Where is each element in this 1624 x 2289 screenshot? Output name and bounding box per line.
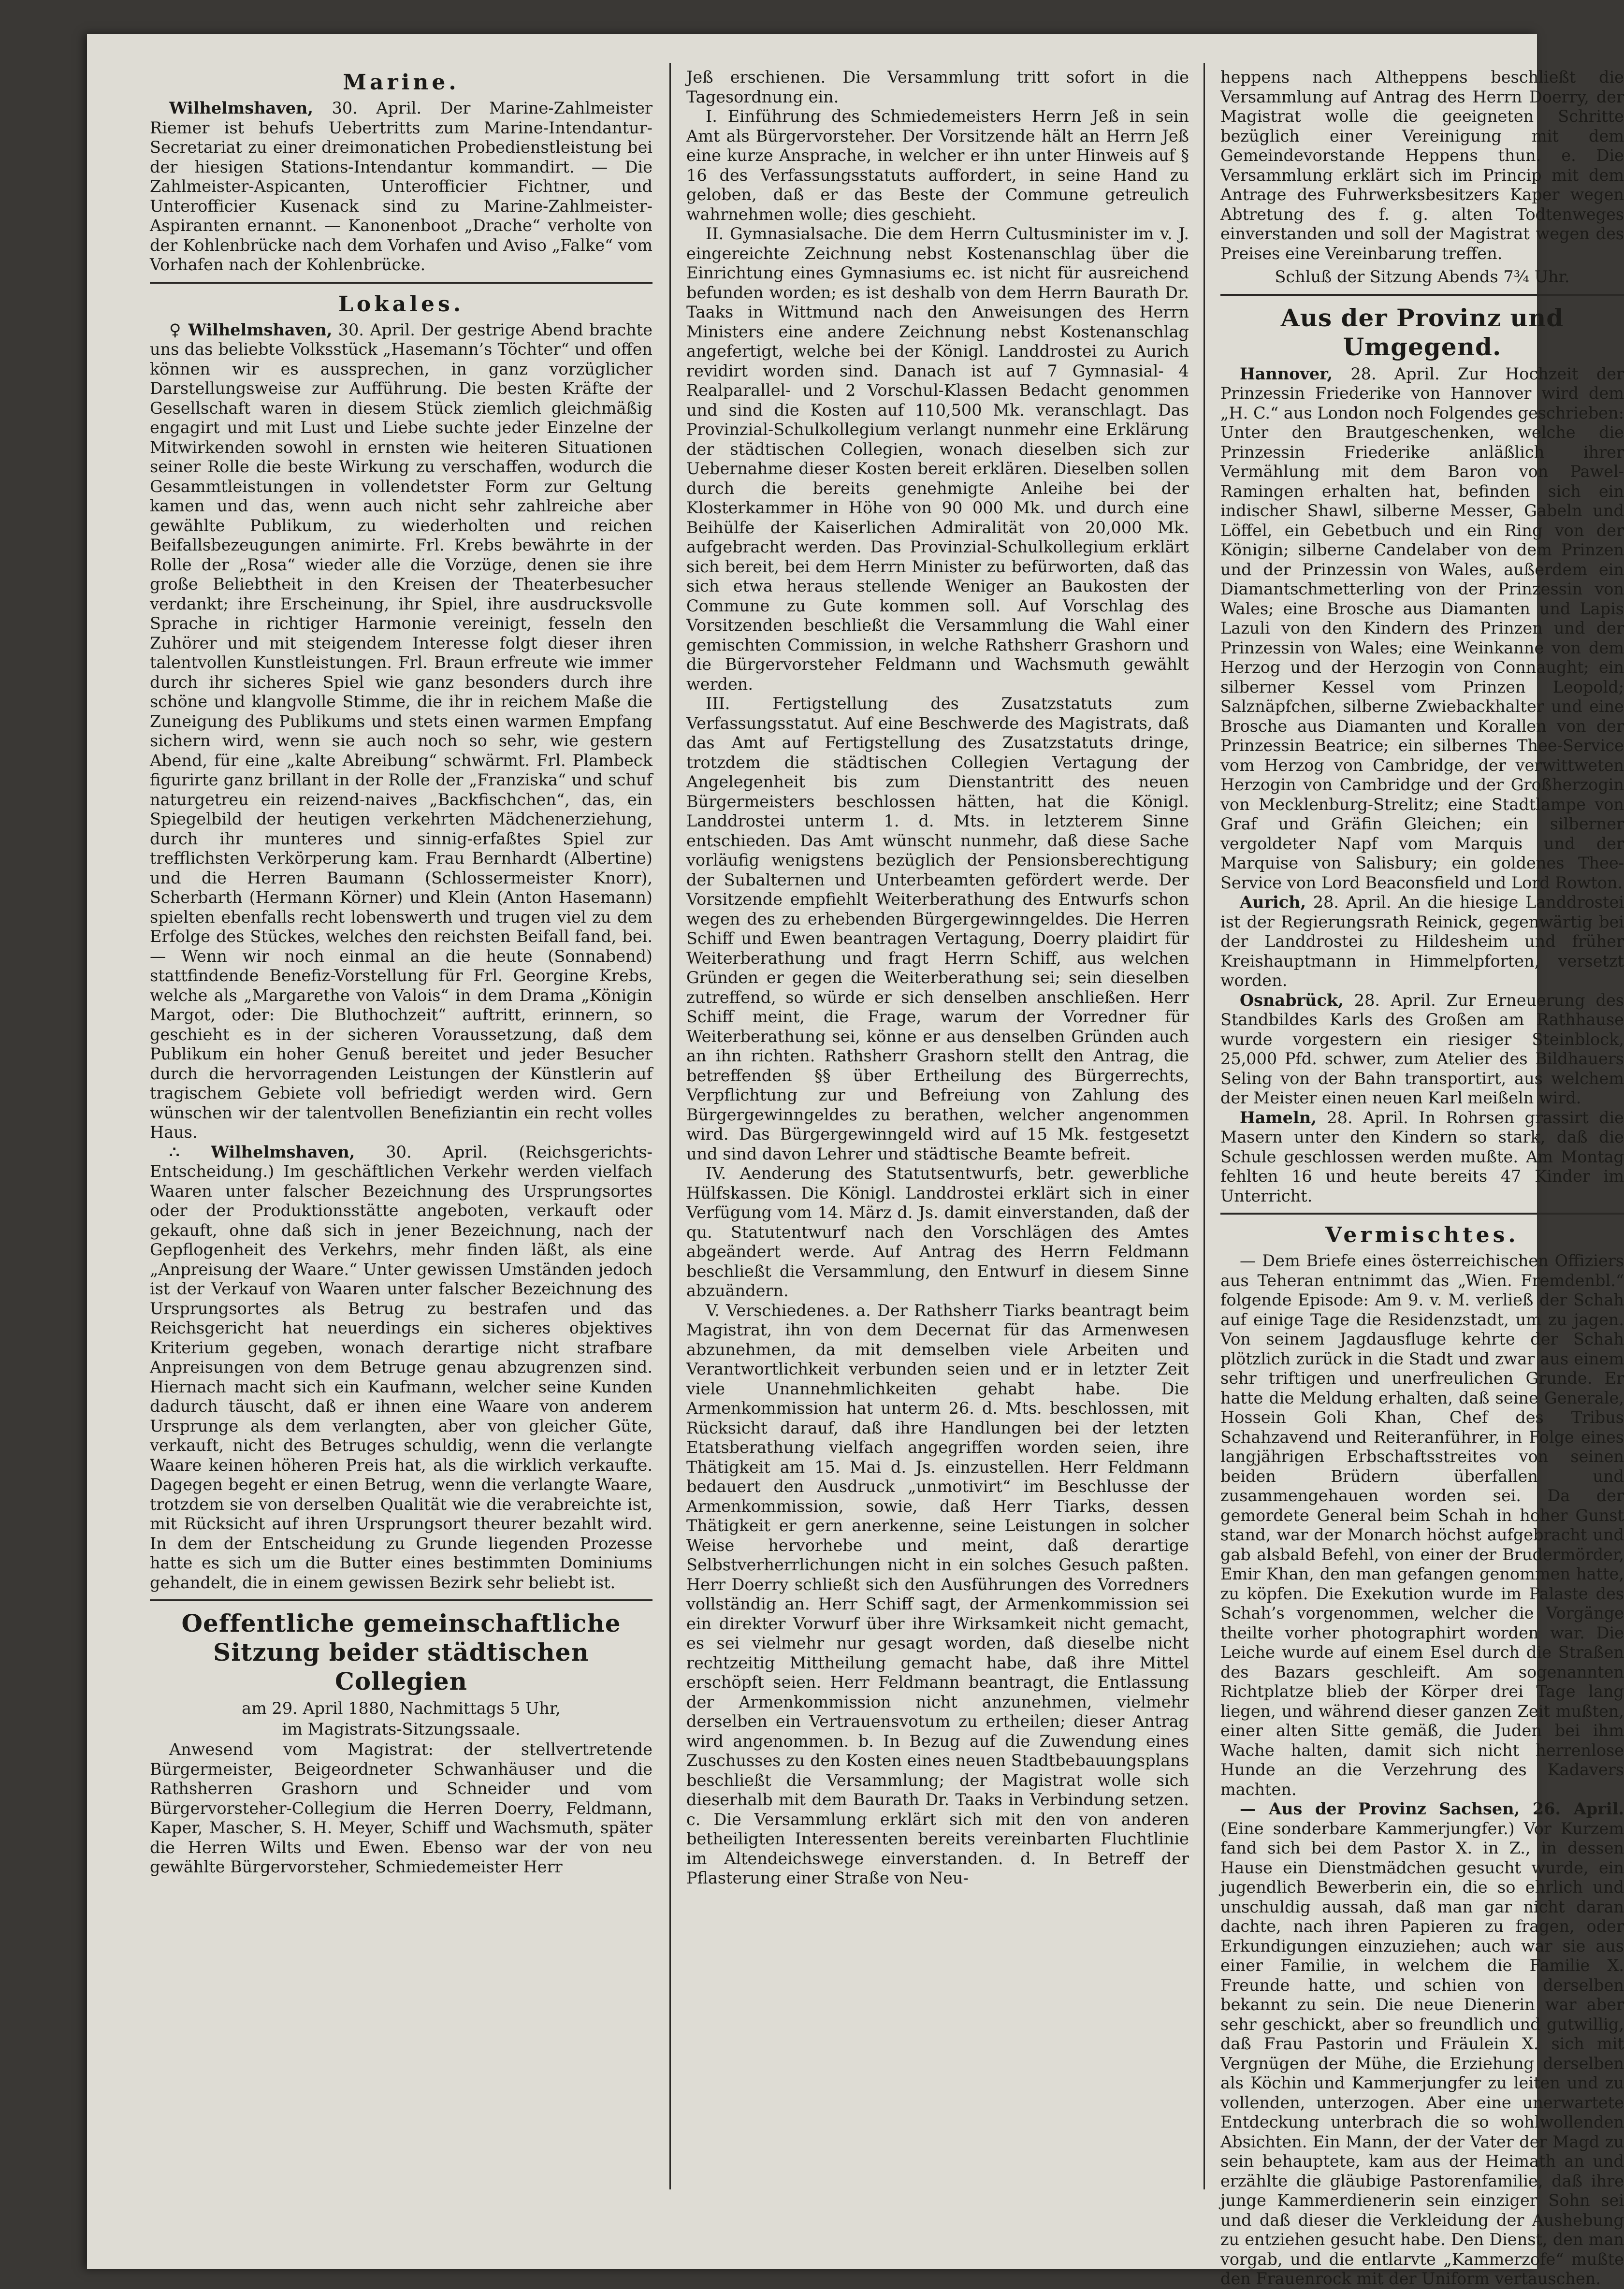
- dateline: Osnabrück,: [1240, 990, 1344, 1010]
- agenda-item-4: IV. Aenderung des Statutsentwurfs, betr. gewerbliche Hülfskassen. Die Königl. Landdrostei erklärt sich in einer Verfügung vom 14. März d. Js. damit einverstanden, daß der qu. Statutentwurf nach den Vorschlägen des Amtes abgeändert werde. Auf Antrag des Herrn Feldmann beschließt die Versammlung, den Entwurf in diesem Sinne abzuändern.: [686, 1164, 1189, 1300]
- dateline: ♀ Wilhelmshaven,: [169, 320, 333, 339]
- article-teheran: — Dem Briefe eines österreichischen Offiziers aus Teheran entnimmt das „Wien. Fremdenbl.“ folgende Episode: Am 9. v. M. verließ der Schah auf einige Tage die Residenzstadt, um zu jagen. Von seinem Jagdausfluge kehrte der Schah plötzlich zurück in die Stadt und zwar aus einem sehr triftigen und unerfreulichen Grunde. Er hatte die Meldung erhalten, daß seine Generale, Hossein Goli Khan, Chef des Tribus Schahzavend und Reiteranführer, in Folge eines langjährigen Erbschaftsstreites von seinen beiden Brüdern überfallen und zusammengehauen worden sei. Da der gemordete General beim Schah in hoher Gunst stand, war der Monarch höchst aufgebracht und gab alsbald Befehl, von einer der Brudermörder, Emir Khan, den man gefangen genommen hatte, zu köpfen. Die Exekution wurde im Palaste des Schah’s vorgenommen, welcher die Vorgänge theilte vorher photographirt worden war. Die Leiche wurde auf einem Esel durch die Straßen des Bazars geschleift. Am sogenannten Richtplatze blieb der Körper drei Tage lang liegen, und während dieser ganzen Zeit mußten, einer alten Sitte gemäß, die Juden bei ihm Wache halten, damit sich nicht herrenlose Hunde an die Verzehrung des Kadavers machten.: [1220, 1251, 1624, 1799]
- article-hannover: Hannover, 28. April. Zur Hochzeit der Prinzessin Friederike von Hannover wird dem „H. C.“ aus London noch Folgendes geschrieben: Unter den Brautgeschenken, welche die Prinzessin Friederike anläßlich ihrer Vermählung mit dem Baron von Pawel-Ramingen erhalten hat, befinden sich ein indischer Shawl, silberne Messer, Gabeln und Löffel, ein Gebetbuch und ein Ring von der Königin; silberne Candelaber von dem Prinzen und der Prinzessin von Wales, außerdem ein Diamantschmetterling von der Prinzessin von Wales; eine Brosche aus Diamanten und Lapis Lazuli von den Kindern des Prinzen und der Prinzessin von Wales; eine Weinkanne von dem Herzog und der Herzogin von Connaught; ein silberner Kessel vom Prinzen Leopold; Salznäpfchen, silberne Zwiebackhalter und eine Brosche aus Diamanten und Korallen von der Prinzessin Beatrice; ein silbernes Thee-Service vom Herzog von Cambridge, der verwittweten Herzogin von Cambridge und der Großherzogin von Mecklenburg-Strelitz; eine Stadtlampe von Graf und Gräfin Gleichen; ein silberner vergoldeter Napf vom Marquis und der Marquise von Salisbury; ein goldenes Thee-Service von Lord Beaconsfield und Lord Rowton.: [1220, 364, 1624, 892]
- section-heading-marine: Marine.: [343, 70, 460, 95]
- column-right: [1220, 68, 1624, 2288]
- column-middle: [686, 68, 1189, 2223]
- article-marine: Wilhelmshaven, 30. April. Der Marine-Zahlmeister Riemer ist behufs Uebertritts zum Marine-Intendantur-Secretariat zu einer dreimonatichen Probedienstleistung bei der hiesigen Stations-Intendantur kommandirt. — Die Zahlmeister-Aspicanten, Unterofficier Fichtner, und Unterofficier Kusenack sind zu Marine-Zahlmeister-Aspiranten ernannt. — Kanonenboot „Drache“ verholte von der Kohlenbrücke nach dem Vorhafen und Aviso „Falke“ vom Vorhafen nach der Kohlenbrücke.: [150, 99, 652, 274]
- column-divider: [669, 63, 671, 2189]
- section-divider: [1220, 294, 1624, 296]
- section-divider: [150, 282, 652, 284]
- sitzung-place: im Magistrats-Sitzungssaale.: [282, 1719, 521, 1738]
- dateline: ∴ Wilhelmshaven,: [169, 1142, 355, 1161]
- sitzung-text: Anwesend vom Magistrat: der stellvertretende Bürgermeister, Beigeordneter Schwanhäuser und die Rathsherren Grashorn und Schneider und vom Bürgervorsteher-Collegium die Herren Doerry, Feldmann, Kaper, Mascher, S. H. Meyer, Schiff und Wachsmuth, später die Herren Wilts und Ewen. Ebenso war der von neu gewählte Bürgervorsteher, Schmiedemeister Herr: [150, 1740, 652, 1876]
- agenda-item-2: II. Gymnasialsache. Die dem Herrn Cultusminister im v. J. eingereichte Zeichnung nebst Kostenanschlag über die Einrichtung eines Gymnasiums ec. ist nicht für ausreichend befunden worden; es ist deshalb von dem Herrn Baurath Dr. Taaks in Wittmund nach den Anweisungen des Herrn Ministers eine andere Zeichnung nebst Kostenanschlag angefertigt, welche bei der Königl. Landdrostei zu Aurich revidirt worden sind. Danach ist auf 7 Gymnasial- 4 Realparallel- und 2 Vorschul-Klassen Bedacht genommen und sind die Kosten auf 110,500 Mk. veranschlagt. Das Provinzial-Schulkollegium verlangt nunmehr eine Erklärung der städtischen Collegien, wonach dieselben sich zur Uebernahme dieser Kosten bereit erklären. Dieselben sollen durch die bereits genehmigte Anleihe bei der Klosterkammer in Höhe von 90 000 Mk. und durch eine Beihülfe der Kaiserlichen Admiralität von 20,000 Mk. aufgebracht werden. Das Provinzial-Schulkollegium erklärt sich bereit, bei dem Herrn Minister zu befürworten, daß das sich etwa heraus stellende Weniger an Baukosten der Commune zu Gute kommen soll. Auf Vorschlag des Vorsitzenden beschließt die Versammlung die Wahl einer gemischten Commission, in welche Rathsherr Grashorn und die Bürgervorsteher Feldmann und Wachsmuth gewählt werden.: [686, 224, 1189, 694]
- agenda-item-3: III. Fertigstellung des Zusatzstatuts zum Verfassungsstatut. Auf eine Beschwerde des Magistrats, daß das Amt auf Fertigstellung des Zusatzstatuts dringe, trotzdem die städtischen Collegien Vertagung der Angelegenheit bis zum Dienstantritt des neuen Bürgermeisters beschlossen hätten, hat die Königl. Landdrostei unterm 1. d. Mts. in letzterem Sinne entschieden. Das Amt wünscht nunmehr, daß diese Sache vorläufig wenigstens bezüglich der Pensionsberechtigung der Subalternen und Unterbeamten gefördert werde. Der Vorsitzende empfiehlt Weiterberathung des Entwurfs schon wegen des zu erhebenden Bürgergewinngeldes. Die Herren Schiff und Ewen beantragen Vertagung, Doerry plaidirt für Weiterberathung und fragt Herrn Schiff, aus welchen Gründen er gegen die Weiterberathung sei; sein dieselben zutreffend, so würde er sich denselben anschließen. Herr Schiff meint, die Frage, warum der Vorredner für Weiterberathung sei, könne er aus denselben Gründen auch an ihn richten. Rathsherr Grashorn stellt den Antrag, die betreffenden §§ über Ertheilung des Bürgerrechts, Verpflichtung zur und Befreiung von Zahlung des Bürgergewinngeldes zu berathen, welcher angenommen wird. Das Bürgergewinngeld wird auf 15 Mk. festgesetzt und sind davon Lehrer und städtische Beamte befreit.: [686, 694, 1189, 1163]
- article-theater: ♀ Wilhelmshaven, 30. April. Der gestrige Abend brachte uns das beliebte Volksstück „Hasemann’s Töchter“ und offen können wir es aussprechen, in ganz vorzüglicher Darstellungsweise zur Aufführung. Die besten Kräfte der Gesellschaft waren in diesem Stück ziemlich gleichmäßig engagirt und mit Lust und Liebe suchte jeder Einzelne der Mitwirkenden sowohl in ernsten wie heiteren Situationen seiner Rolle die beste Wirkung zu verschaffen, wodurch die Gesammtleistungen in vollendetster Form zur Geltung kamen und das, wenn auch nicht sehr zahlreiche aber gewählte Publikum, zu wiederholten und reichen Beifallsbezeugungen animirte. Frl. Krebs bewährte in der Rolle der „Rosa“ wieder alle die Vorzüge, denen sie ihre große Beliebtheit in den Kreisen der Theaterbesucher verdankt; ihre Erscheinung, ihr Spiel, ihre ausdrucksvolle Sprache in richtiger Harmonie vereinigt, fesseln den Zuhörer und mit steigendem Interesse folgt dieser ihren talentvollen Kunstleistungen. Frl. Braun erfreute wie immer durch ihr sicheres Spiel wie ganz besonders durch ihre schöne und klangvolle Stimme, die ihr in reichem Maße die Zuneigung des Publikums und stets einen warmen Empfang sichern wird, wenn sie auch noch so sehr, wie gestern Abend, für eine „kalte Abreibung“ schwärmt. Frl. Plambeck figurirte ganz brillant in der Rolle der „Franziska“ und schuf naturgetreu ein reizend-naives „Backfischchen“, das, ein Spiegelbild der heutigen verkehrten Mädchenerziehung, durch ihr munteres und sinnig-erfaßtes Spiel zur trefflichsten Verkörperung kam. Frau Bernhardt (Albertine) und die Herren Baumann (Schlossermeister Knorr), Scherbarth (Hermann Körner) und Klein (Anton Hasemann) spielten ebenfalls recht lobenswerth und trugen viel zu dem Erfolge des Stückes, welches den reichsten Beifall fand, bei. — Wenn wir noch einmal an die heute (Sonnabend) stattfindende Benefiz-Vorstellung für Frl. Georgine Krebs, welche als „Margarethe von Valois“ in dem Drama „Königin Margot, oder: Die Bluthochzeit“ auftritt, erinnern, so geschieht es in der sicheren Voraussetzung, daß dem Publikum ein hoher Genuß bereitet und jeder Besucher durch die hervorragenden Leistungen der Künstlerin auf tragischem Gebiete voll befriedigt werden wird. Gern wünschen wir der talentvollen Benefiziantin ein recht volles Haus.: [150, 320, 652, 1142]
- sitzung-date: am 29. April 1880, Nachmittags 5 Uhr,: [242, 1699, 561, 1718]
- article-hameln: Hameln, 28. April. In Rohrsen grassirt die Masern unter den Kindern so stark, daß die Schule geschlossen werden mußte. Am Montag fehlten 16 und heute bereits 47 Kinder im Unterricht.: [1220, 1108, 1624, 1205]
- newspaper-page: [87, 34, 1624, 2288]
- dateline: Aurich,: [1240, 893, 1306, 912]
- article-reichsgericht: ∴ Wilhelmshaven, 30. April. (Reichsgerichts-Entscheidung.) Im geschäftlichen Verkehr werden vielfach Waaren unter falscher Bezeichnung des Ursprungsortes oder der Produktionsstätte angeboten, verkauft oder gekauft, ohne daß sich in jener Bezeichnung, nach der Gepflogenheit des Verkehrs, mehr finden läßt, als eine „Anpreisung der Waare.“ Unter gewissen Umständen jedoch ist der Verkauf von Waaren unter falscher Bezeichnung des Ursprungsortes als Betrug zu bestrafen und das Reichsgericht hat neuerdings ein sicheres objektives Kriterium gegeben, wonach derartige nicht strafbare Anpreisungen von dem Betruge genau abzugrenzen sind. Hiernach macht sich ein Kaufmann, welcher seine Kunden dadurch täuscht, daß er ihnen eine Waare von anderem Ursprunge als dem verlangten, aber von gleicher Güte, verkauft, nicht des Betruges schuldig, wenn die verlangte Waare keinen höheren Preis hat, als die wirklich verkaufte. Dagegen begeht er einen Betrug, wenn die verlangte Waare, trotzdem sie von derselben Qualität wie die verabreichte ist, mit Rücksicht auf ihren Ursprungsort theurer bezahlt wird. In dem der Entscheidung zu Grunde liegenden Prozesse hatte es sich um die Butter eines bestimmten Dominiums gehandelt, die in einem gewissen Bezirk sehr beliebt ist.: [150, 1142, 653, 1592]
- agenda-item-1: I. Einführung des Schmiedemeisters Herrn Jeß in sein Amt als Bürgervorsteher. Der Vorsitzende hält an Herrn Jeß eine kurze Ansprache, in welcher er ihn unter Hinweis auf § 16 des Verfassungsstatuts auffordert, in seine Hand zu geloben, daß er das Beste der Commune getreulich wahrnehmen wolle; dies geschieht.: [686, 107, 1189, 224]
- sitzung-closing: Schluß der Sitzung Abends 7¾ Uhr.: [1275, 267, 1570, 286]
- dateline: Hameln,: [1240, 1108, 1317, 1127]
- section-heading-vermischtes: Vermischtes.: [1325, 1223, 1519, 1247]
- sitzung-end-text: heppens nach Altheppens beschließt die Versammlung auf Antrag des Herrn Doerry, der Magistrat wolle die geeigneten Schritte bezüglich einer Vereinigung mit dem Gemeindevorstande Heppens thun. e. Die Versammlung erklärt sich im Princip mit dem Antrage des Fuhrwerksbesitzers Kaper wegen Abtretung des f. g. alten Todtenweges einverstanden und soll der Magistrat wegen des Preises eine Vereinbarung treffen.: [1220, 68, 1624, 263]
- column-divider: [1204, 63, 1205, 2189]
- section-heading-sitzung: Oeffentliche gemeinschaftliche Sitzung beider städtischen Collegien: [181, 1609, 621, 1695]
- dateline: Hannover,: [1240, 364, 1333, 383]
- sitzung-continued: Jeß erschienen. Die Versammlung tritt sofort in die Tagesordnung ein.: [686, 68, 1189, 106]
- section-divider: [1220, 1213, 1624, 1215]
- article-sachsen: — Aus der Provinz Sachsen, 26. April. (Eine sonderbare Kammerjungfer.) Vor Kurzem fand sich bei dem Pastor X. in Z., in dessen Hause ein Dienstmädchen gesucht wurde, ein jugendlich Bewerberin ein, die so ehrlich und unschuldig aussah, daß man gar nicht daran dachte, nach ihren Papieren zu fragen, oder Erkundigungen einzuziehen; auch war sie aus einer Familie, in welchem die Familie X. Freunde hatte, und schien von derselben bekannt zu sein. Die neue Dienerin war aber sehr geschickt, aber so freundlich und gutwillig, daß Frau Pastorin und Fräulein X. sich mit Vergnügen der Mühe, die Erziehung derselben als Köchin und Kammerjungfer zu leiten und zu vollenden, unterzogen. Aber eine unerwartete Entdeckung unterbrach die so wohlwollenden Absichten. Ein Mann, der der Vater der Magd zu sein behauptete, kam aus der Heimath an und erzählte die gläubige Pastorenfamilie, daß ihre junge Kammerdienerin sein einziger Sohn sei und daß dieser die Verkleidung der Aushebung zu entziehen gesucht habe. Den Dienst, den man vorgab, und die entlarvte „Kammerzofe“ mußte den Frauenrock mit der Uniform vertauschen.: [1220, 1799, 1624, 2288]
- dateline: — Aus der Provinz Sachsen, 26. April.: [1240, 1799, 1624, 1818]
- section-divider: [150, 1599, 652, 1601]
- section-heading-provinz: Aus der Provinz und Umgegend.: [1280, 303, 1564, 361]
- article-osnabrueck: Osnabrück, 28. April. Zur Erneuerung des Standbildes Karls des Großen am Rathhause wurde vorgestern ein riesiger Steinblock, 25,000 Pfd. schwer, zum Atelier des Bildhauers Seling von der Bahn transportirt, aus welchem der Meister einen neuen Karl meißeln wird.: [1220, 990, 1624, 1107]
- section-heading-lokales: Lokales.: [338, 291, 464, 317]
- agenda-item-5: V. Verschiedenes. a. Der Rathsherr Tiarks beantragt beim Magistrat, ihn von dem Decernat für das Armenwesen abzunehmen, da mit demselben viele Arbeiten und Verantwortlichkeit verbunden seien und er in letzter Zeit viele Unannehmlichkeiten gehabt habe. Die Armenkommission hat unterm 26. d. Mts. beschlossen, mit Rücksicht darauf, daß ihre Handlungen bei der letzten Etatsberathung vielfach angegriffen worden seien, ihre Thätigkeit am 15. Mai d. Js. einzustellen. Herr Feldmann bedauert den Ausdruck „unmotivirt“ im Beschlusse der Armenkommission, sowie, daß Herr Tiarks, dessen Thätigkeit er gern anerkenne, seine Leistungen in solcher Weise hervorhebe und meint, daß derartige Selbstverherrlichungen nicht in ein solches Gesuch paßten. Herr Doerry schließt sich den Ausführungen des Vorredners vollständig an. Herr Schiff sagt, der Armenkommission sei ein direkter Vorwurf über ihre Wirksamkeit nicht gemacht, es sei vielmehr nur gesagt worden, daß dieselbe nicht rechtzeitig Mittheilung gemacht habe, daß ihre Mittel erschöpft seien. Herr Feldmann beantragt, die Entlassung der Armenkommission nicht anzunehmen, vielmehr derselben ein Vertrauensvotum zu ertheilen; dieser Antrag wird angenommen. b. In Bezug auf die Zuwendung eines Zuschusses zu den Kosten eines neuen Stadtbebauungsplans beschließt die Versammlung; der Magistrat wolle sich dieserhalb mit dem Baurath Dr. Taaks in Verbindung setzen. c. Die Versammlung erklärt sich mit den von anderen betheiligten Interessenten bereits vereinbarten Fluchtlinie im Altendeichswege einverstanden. d. In Betreff der Pflasterung einer Straße von Neu-: [686, 1301, 1189, 1887]
- dateline: Wilhelmshaven,: [169, 99, 314, 117]
- article-aurich: Aurich, 28. April. An die hiesige Landdrostei ist der Regierungsrath Reinick, gegenwärtig bei der Landdrostei zu Hildesheim und früher Kreishauptmann in Himmelpforten, versetzt worden.: [1220, 893, 1624, 990]
- column-left: [150, 68, 652, 2223]
